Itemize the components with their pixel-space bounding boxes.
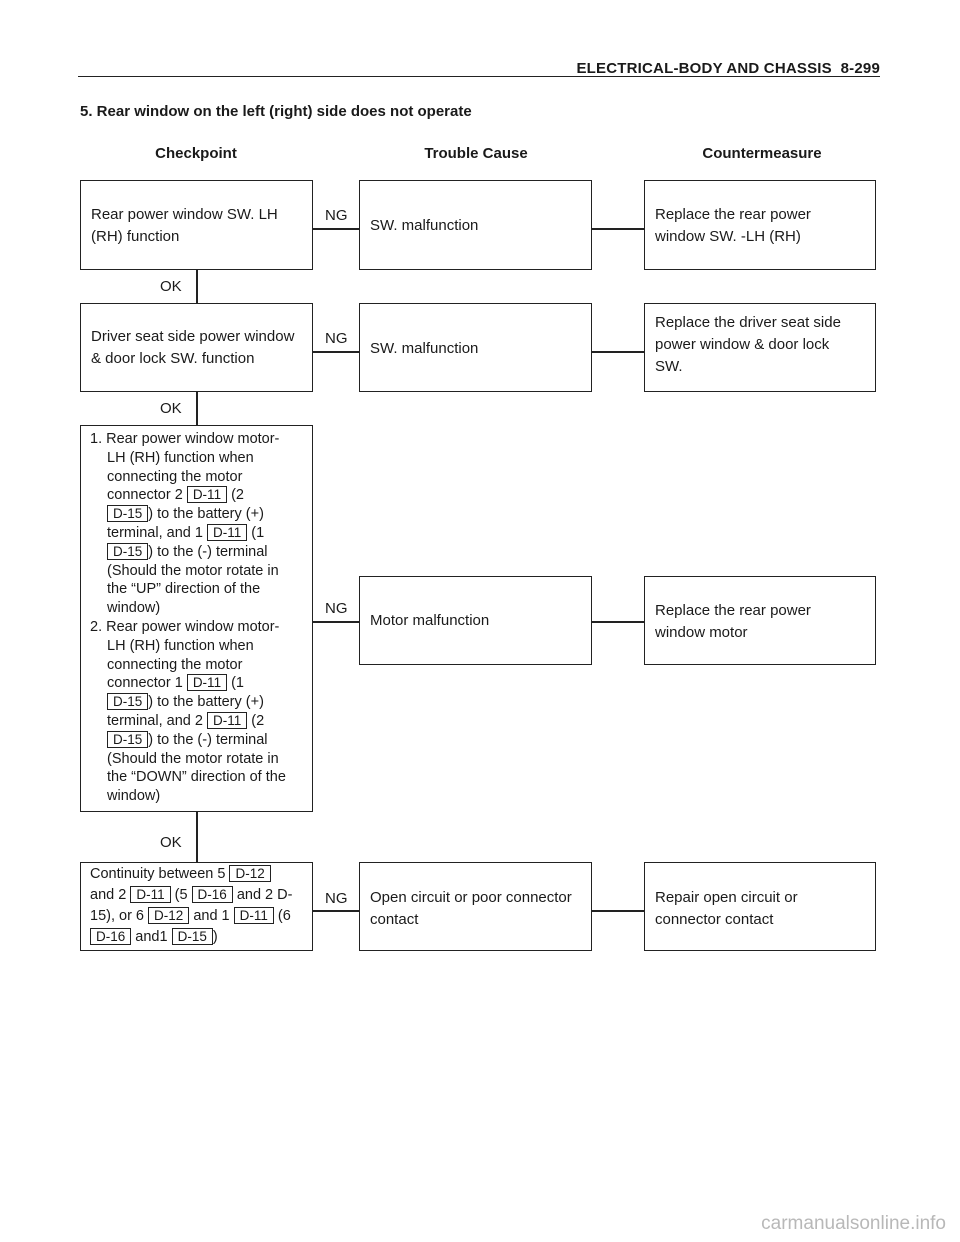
countermeasure-1-line-2: window SW. -LH (RH) xyxy=(655,228,801,245)
connector-tag: D-15 xyxy=(107,731,148,748)
countermeasure-2-line-1: Replace the driver seat side xyxy=(655,314,841,331)
column-head-countermeasure: Countermeasure xyxy=(702,145,822,162)
connector-tag: D-11 xyxy=(187,486,227,503)
header-rule xyxy=(78,76,880,77)
step-item-1: 1. Rear power window motor- LH (RH) function when connecting the motor connector 2 D-11 (2 D-15 ) to the battery (+) terminal, and 1 D-11 (1 D-15 ) to the (-) terminal (Should the motor rotate in the “UP” direction of the window) xyxy=(90,431,280,617)
ok-label-1: OK xyxy=(160,278,182,295)
header-page-number: 8-299 xyxy=(840,60,880,77)
connector-tag: D-11 xyxy=(207,524,247,541)
connector-ng-3 xyxy=(313,621,359,623)
connector-ok-1 xyxy=(196,270,198,303)
ng-label-4: NG xyxy=(325,890,348,907)
connector-cm-1 xyxy=(592,228,644,230)
countermeasure-box-4 xyxy=(644,862,876,951)
countermeasure-box-2 xyxy=(644,303,876,392)
header-section: ELECTRICAL-BODY AND CHASSIS xyxy=(576,60,832,77)
checkpoint-box-4 xyxy=(80,862,313,951)
page-title: 5. Rear window on the left (right) side does not operate xyxy=(80,103,472,120)
connector-tag: D-11 xyxy=(207,712,247,729)
ok-label-2: OK xyxy=(160,400,182,417)
connector-tag: D-15 xyxy=(172,928,213,945)
checkpoint-2-line-2: & door lock SW. function xyxy=(91,350,255,367)
checkpoint-1-line-1: Rear power window SW. LH xyxy=(91,206,278,223)
cause-box-1 xyxy=(359,180,592,270)
checkpoint-2-line-1: Driver seat side power window xyxy=(91,328,295,345)
checkpoint-box-3 xyxy=(80,425,313,812)
countermeasure-1-line-1: Replace the rear power xyxy=(655,206,811,223)
connector-tag: D-16 xyxy=(90,928,131,945)
cause-2-text: SW. malfunction xyxy=(370,340,479,357)
countermeasure-4-line-2: connector contact xyxy=(655,911,774,928)
countermeasure-2-line-3: SW. xyxy=(655,358,683,375)
ok-label-3: OK xyxy=(160,834,182,851)
connector-tag: D-16 xyxy=(192,886,233,903)
connector-tag: D-12 xyxy=(148,907,189,924)
checkpoint-box-1 xyxy=(80,180,313,270)
column-head-checkpoint: Checkpoint xyxy=(155,145,237,162)
checkpoint-4-text: Continuity between 5 D-12 and 2 D-11 (5 D-16 and 2 D- 15), or 6 D-12 and 1 D-11 (6 D-16 and1 D-15 ) xyxy=(90,866,293,945)
countermeasure-box-1 xyxy=(644,180,876,270)
connector-tag: D-15 xyxy=(107,693,148,710)
cause-box-4 xyxy=(359,862,592,951)
connector-ng-4 xyxy=(313,910,359,912)
page-header xyxy=(560,60,880,77)
watermark: carmanualsonline.info xyxy=(761,1213,946,1234)
connector-tag: D-11 xyxy=(130,886,170,903)
cause-3-text: Motor malfunction xyxy=(370,612,490,629)
connector-cm-2 xyxy=(592,351,644,353)
connector-tag: D-11 xyxy=(234,907,274,924)
countermeasure-2-line-2: power window & door lock xyxy=(655,336,830,353)
ng-label-3: NG xyxy=(325,600,348,617)
connector-tag: D-15 xyxy=(107,543,148,560)
connector-ok-2 xyxy=(196,392,198,425)
step-item-2: 2. Rear power window motor- LH (RH) function when connecting the motor connector 1 D-11 (1 D-15 ) to the battery (+) terminal, and 2 D-11 (2 D-15 ) to the (-) terminal (Should the motor rotate in the “DOWN” direction of the window) xyxy=(90,618,286,805)
connector-ng-2 xyxy=(313,351,359,353)
connector-tag: D-15 xyxy=(107,505,148,522)
cause-4-line-1: Open circuit or poor connector xyxy=(370,889,572,906)
ng-label-2: NG xyxy=(325,330,348,347)
cause-box-3 xyxy=(359,576,592,665)
checkpoint-3-steps xyxy=(90,430,308,806)
cause-box-2 xyxy=(359,303,592,392)
countermeasure-box-3 xyxy=(644,576,876,665)
countermeasure-3-line-2: window motor xyxy=(655,624,748,641)
connector-tag: D-11 xyxy=(187,674,227,691)
connector-ok-3 xyxy=(196,812,198,862)
checkpoint-1-line-2: (RH) function xyxy=(91,228,180,245)
connector-ng-1 xyxy=(313,228,359,230)
connector-tag: D-12 xyxy=(229,865,270,882)
checkpoint-box-2 xyxy=(80,303,313,392)
cause-1-text: SW. malfunction xyxy=(370,217,479,234)
ng-label-1: NG xyxy=(325,207,348,224)
countermeasure-4-line-1: Repair open circuit or xyxy=(655,889,798,906)
countermeasure-3-line-1: Replace the rear power xyxy=(655,602,811,619)
cause-4-line-2: contact xyxy=(370,911,419,928)
column-head-cause: Trouble Cause xyxy=(424,145,528,162)
connector-cm-3 xyxy=(592,621,644,623)
connector-cm-4 xyxy=(592,910,644,912)
